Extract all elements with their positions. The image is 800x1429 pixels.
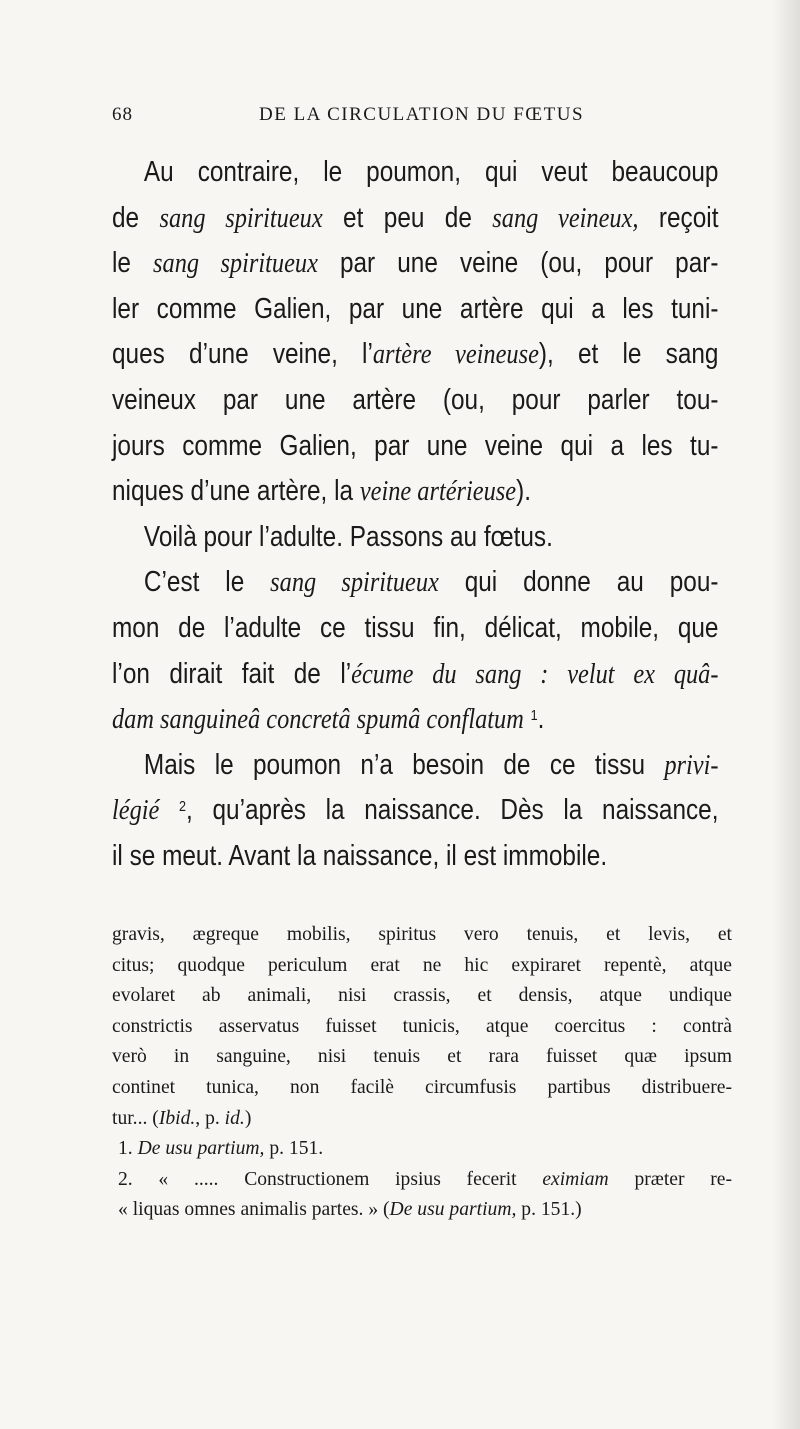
body-line — [112, 196, 718, 242]
body-line-segment: le — [112, 247, 154, 280]
body-line-segment: sang spiritueux — [159, 201, 323, 234]
body-line-segment: . — [537, 703, 545, 736]
note-line-segment: præter re- — [608, 1168, 732, 1190]
note-line-segment: p. 151. — [264, 1138, 324, 1160]
note-line-segment: De usu partium, — [389, 1199, 517, 1221]
body-line — [112, 469, 718, 515]
body-line-segment: qui donne au pou- — [438, 566, 719, 599]
page-number: 68 — [112, 104, 133, 125]
note-line — [112, 951, 732, 982]
body-line — [112, 652, 718, 698]
note-line-segment: De usu partium, — [137, 1138, 265, 1160]
note-line-segment: verò in sanguine, nisi tenuis et rara fuisset quæ ipsum — [112, 1046, 732, 1068]
body-line-segment: et peu de — [322, 201, 493, 234]
body-line-segment: Voilà pour l’adulte. Passons au fœtus. — [143, 520, 553, 553]
body-line — [112, 834, 718, 880]
body-line-segment: privi- — [664, 748, 719, 781]
note-line — [112, 1042, 732, 1073]
body-line-segment: niques d’une artère, la — [112, 475, 360, 508]
note-line-segment: continet tunica, non facilè circumfusis partibus distribuere- — [112, 1076, 732, 1098]
body-line-segment: légié — [112, 794, 160, 827]
body-line-segment: ler comme Galien, par une artère qui a les tuni- — [112, 292, 719, 325]
page-header — [112, 104, 718, 134]
body-line-segment: l’on dirait fait de l’ — [112, 657, 352, 690]
note-line-segment: tur... ( — [112, 1107, 159, 1129]
body-line-segment: sang spiritueux — [270, 566, 439, 599]
footnotes — [112, 920, 732, 1226]
body-line-segment: par une veine (ou, pour par- — [317, 247, 719, 280]
note-line — [112, 1195, 732, 1226]
body-line — [112, 424, 718, 470]
body-line-segment: , qu’après la naissance. Dès la naissance, — [186, 794, 719, 827]
note-line-segment: gravis, ægreque mobilis, spiritus vero tenuis, et levis, et — [112, 924, 732, 945]
note-line — [112, 981, 732, 1012]
running-title: DE LA CIRCULATION DU FŒTUS — [259, 104, 585, 125]
body-line-segment: C’est le — [143, 566, 271, 599]
body-line — [112, 241, 718, 287]
body-line-segment: ques d’une veine, l’ — [112, 338, 373, 371]
footnote-ref: 2 — [179, 798, 187, 816]
body-line — [112, 788, 718, 834]
body-line — [112, 515, 718, 561]
footnote-ref: 1 — [530, 707, 538, 725]
body-line-segment: Au contraire, le poumon, qui veut beaucoup — [143, 156, 719, 188]
body-line-segment: sang spiritueux — [153, 247, 318, 280]
body-line-segment: reçoit — [638, 201, 719, 234]
body-line-segment: dam sanguineâ concretâ spumâ conflatum — [112, 703, 524, 736]
body-line — [112, 743, 718, 789]
note-line-segment: id. — [224, 1107, 245, 1129]
body-line — [112, 560, 718, 606]
note-line-segment: Ibid. — [158, 1107, 196, 1129]
body-line-segment: veineux par une artère (ou, pour parler tou- — [112, 383, 719, 416]
page-edge-shadow — [772, 0, 800, 1429]
note-line-segment: 1. — [118, 1138, 138, 1160]
note-line — [112, 1012, 732, 1043]
note-line-segment: eximiam — [542, 1168, 609, 1190]
note-line-segment: « liquas omnes animalis partes. » ( — [118, 1199, 390, 1221]
body-line-segment: ), et le sang — [538, 338, 719, 371]
body-line-segment: artère veineuse — [372, 338, 539, 371]
body-line-segment: de — [112, 201, 160, 234]
note-line-segment: evolaret ab animali, nisi crassis, et densis, atque undique — [112, 985, 732, 1007]
body-line — [112, 150, 718, 196]
body-line-segment: Mais le poumon n’a besoin de ce tissu — [143, 748, 665, 781]
note-line — [112, 1134, 732, 1165]
note-line — [112, 1104, 732, 1135]
body-line — [112, 332, 718, 378]
body-line-segment: mon de l’adulte ce tissu fin, délicat, mobile, que — [112, 611, 719, 644]
body-line-segment: il se meut. Avant la naissance, il est immobile. — [112, 839, 608, 872]
body-line — [112, 378, 718, 424]
body-line-segment: sang veineux, — [492, 201, 639, 234]
body-line-segment: ). — [516, 475, 531, 508]
main-text — [112, 150, 719, 880]
body-line — [112, 287, 718, 333]
note-line-segment: p. 151.) — [516, 1199, 582, 1221]
note-line-segment: ) — [244, 1107, 252, 1129]
body-line — [112, 606, 718, 652]
note-line-segment: citus; quodque periculum erat ne hic expiraret repentè, atque — [112, 954, 732, 976]
note-line-segment: 2. « ..... Constructionem ipsius fecerit — [118, 1168, 543, 1190]
note-line-segment: constrictis asservatus fuisset tunicis, atque coercitus : contrà — [112, 1015, 732, 1037]
body-line — [112, 697, 718, 743]
note-line — [112, 1073, 732, 1104]
body-line-segment: écume du sang : velut ex quâ- — [351, 657, 719, 690]
note-line — [112, 1165, 732, 1196]
body-line-segment — [159, 794, 179, 826]
body-line-segment: veine artérieuse — [359, 475, 517, 508]
body-line-segment: jours comme Galien, par une veine qui a les tu- — [112, 429, 719, 462]
note-line-segment: , p. — [195, 1107, 225, 1129]
note-line — [112, 920, 732, 951]
